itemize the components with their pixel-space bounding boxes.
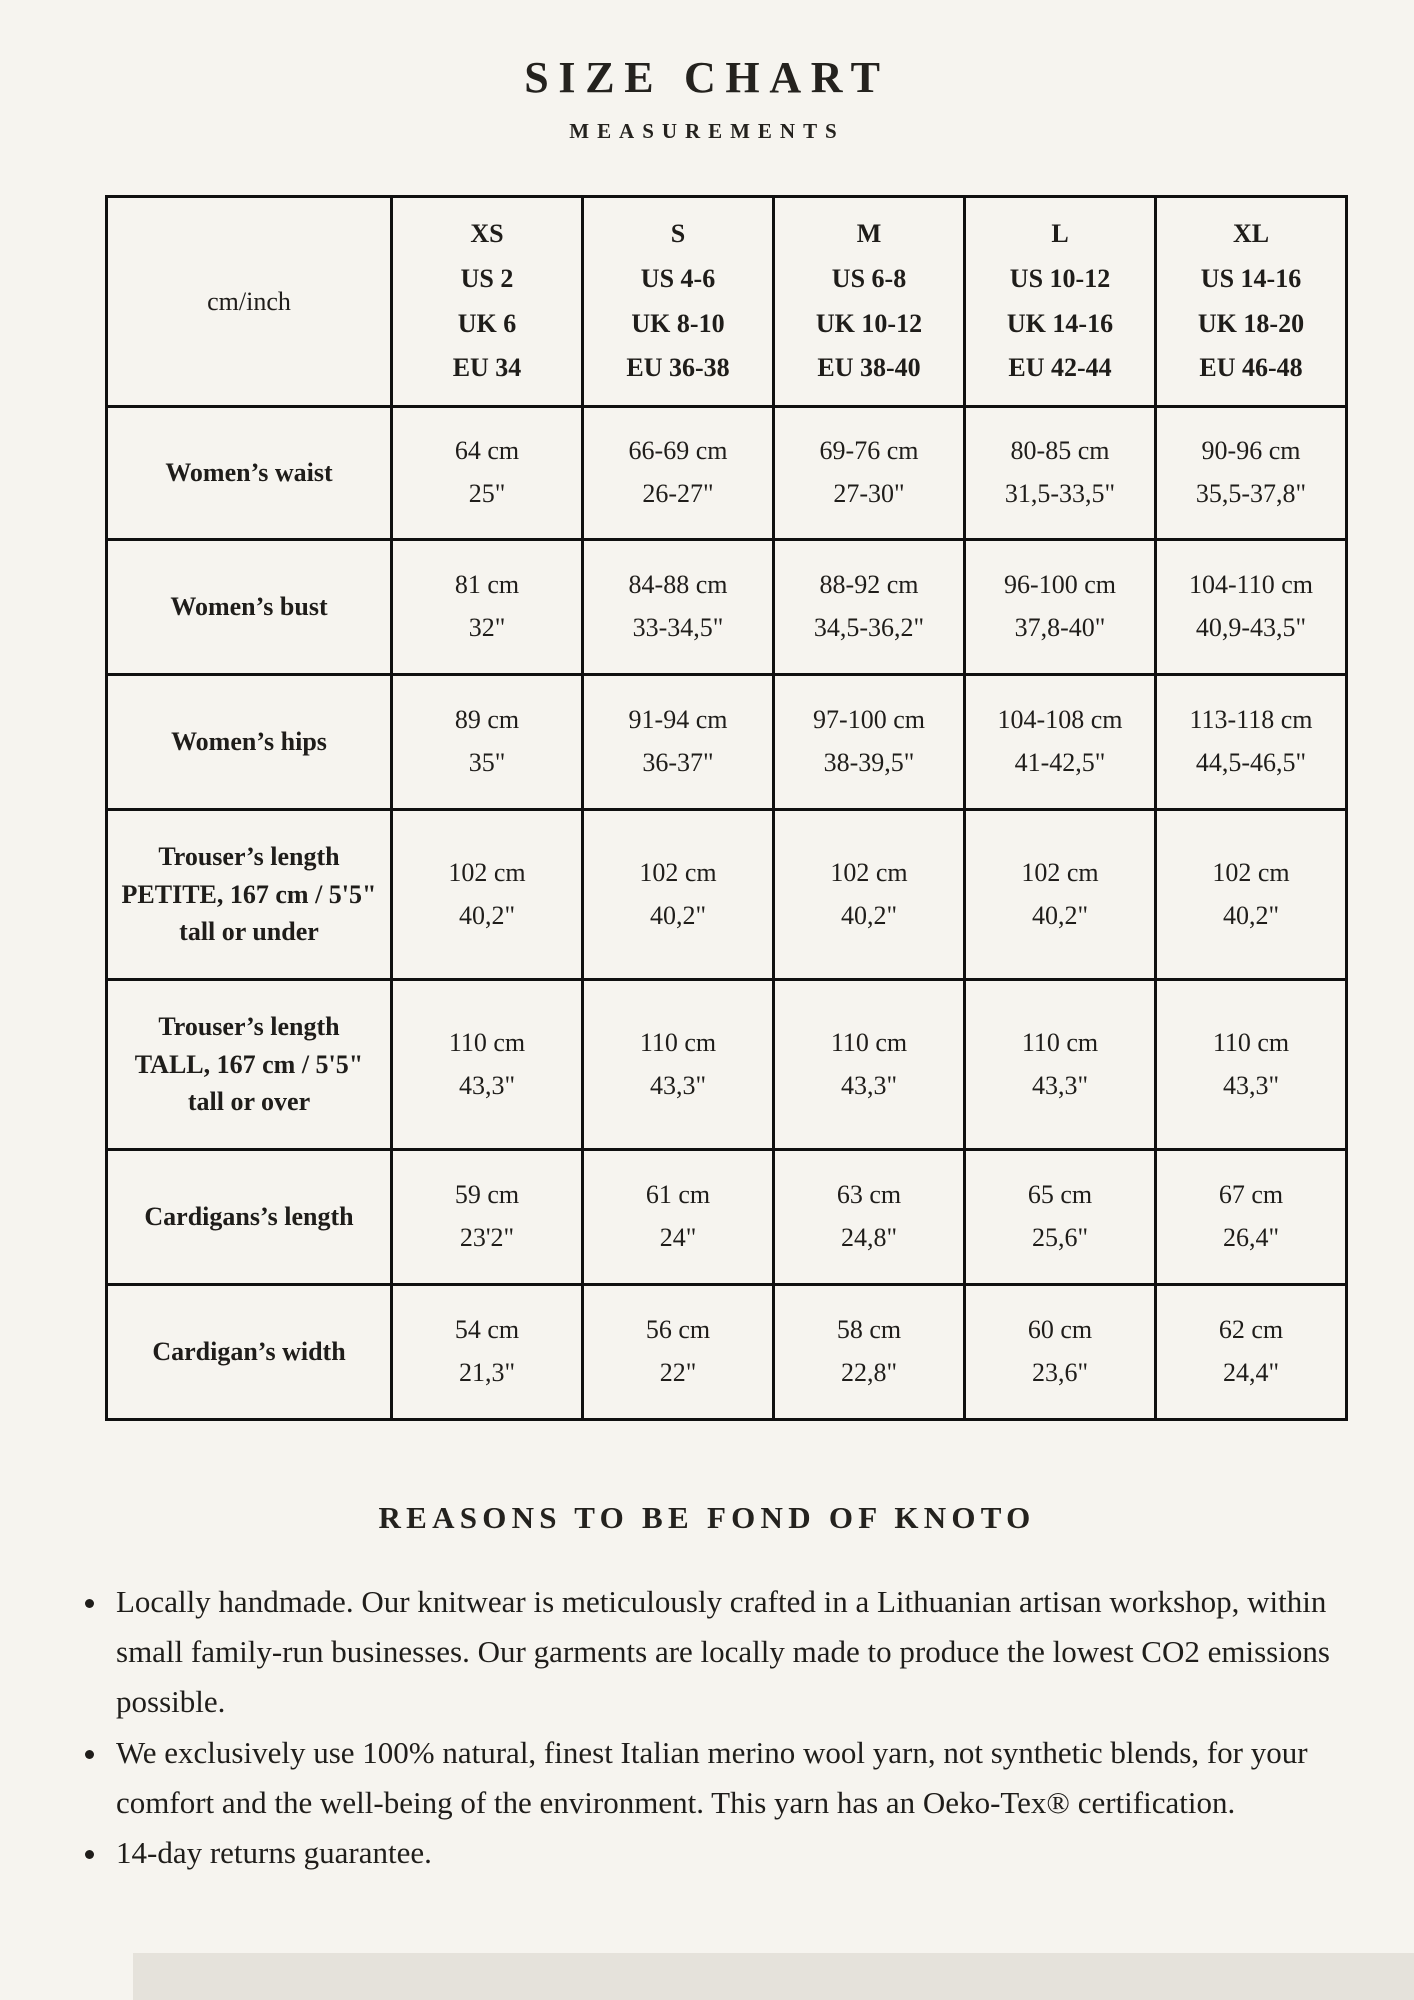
value-cm: 63 cm (836, 1180, 902, 1210)
value-inch: 36-37" (642, 748, 714, 777)
value-inch: 35" (468, 748, 506, 777)
measurement-cell (1156, 540, 1347, 675)
measurement-cell (392, 1150, 583, 1285)
value-inch: 35,5-37,8" (1195, 479, 1307, 508)
value-cm: 91-94 cm (628, 705, 728, 735)
value-cm: 96-100 cm (1004, 570, 1116, 600)
value-inch: 40,2" (458, 900, 516, 930)
value-inch: 23,6" (1031, 1358, 1089, 1387)
reasons-heading: REASONS TO BE FOND OF KNOTO (378, 1500, 1036, 1535)
reason-item: • We exclusively use 100% natural, finest Italian merino wool yarn, not synthetic blends, for your comfort and the well-being of the environment. This yarn has an Oeko-Tex® certification. (110, 1728, 1380, 1828)
measurement-cell (1156, 1150, 1347, 1285)
measurement-cell (583, 540, 774, 675)
value-inch: 24,4" (1222, 1358, 1280, 1387)
measurement-cell (965, 980, 1156, 1150)
measurement-cell (774, 675, 965, 810)
value-cm: 102 cm (1212, 857, 1290, 887)
size-header-line: US 6-8 (831, 263, 907, 293)
value-inch: 43,3" (840, 1070, 898, 1100)
size-column-header (1156, 197, 1347, 407)
value-cm: 110 cm (830, 1027, 908, 1057)
value-inch: 25" (468, 479, 506, 508)
size-header-line: UK 8-10 (631, 308, 725, 338)
size-header-line: L (1051, 219, 1069, 249)
value-cm: 81 cm (454, 570, 520, 600)
value-inch: 32" (468, 613, 506, 642)
table-row (107, 980, 1347, 1150)
size-column-header (583, 197, 774, 407)
header-row (107, 197, 1347, 407)
value-inch: 22" (659, 1358, 697, 1387)
value-cm: 104-110 cm (1189, 570, 1313, 600)
size-header-line: US 4-6 (640, 263, 716, 293)
size-header-line: EU 36-38 (626, 353, 730, 383)
value-inch: 43,3" (458, 1070, 516, 1100)
measurement-cell (392, 407, 583, 540)
value-cm: 64 cm (454, 436, 520, 466)
size-header-line: M (856, 219, 882, 249)
size-header-line: XL (1232, 219, 1270, 249)
value-cm: 58 cm (836, 1315, 902, 1345)
value-inch: 24" (659, 1223, 697, 1252)
size-column-header (392, 197, 583, 407)
value-cm: 110 cm (1021, 1027, 1099, 1057)
measurement-cell (583, 810, 774, 980)
size-column-header (774, 197, 965, 407)
value-inch: 26-27" (642, 479, 714, 508)
reasons-list (76, 1577, 1380, 1878)
measurement-cell (774, 540, 965, 675)
measurement-cell (774, 980, 965, 1150)
value-inch: 26,4" (1222, 1223, 1280, 1252)
value-cm: 102 cm (830, 857, 908, 887)
value-cm: 66-69 cm (628, 436, 728, 466)
measurement-cell (583, 980, 774, 1150)
value-inch: 40,2" (1222, 900, 1280, 930)
measurement-cell (774, 1285, 965, 1420)
value-cm: 84-88 cm (628, 570, 728, 600)
row-label: Cardigans’s length (107, 1150, 392, 1285)
measurement-cell (1156, 407, 1347, 540)
row-label: Women’s bust (107, 540, 392, 675)
size-header-line: EU 46-48 (1199, 353, 1303, 383)
measurement-cell (774, 810, 965, 980)
value-inch: 38-39,5" (823, 748, 915, 777)
value-inch: 23'2" (459, 1223, 515, 1252)
value-cm: 59 cm (454, 1180, 520, 1210)
value-inch: 21,3" (458, 1358, 516, 1387)
value-cm: 110 cm (448, 1027, 526, 1057)
value-cm: 56 cm (645, 1315, 711, 1345)
page-title: SIZE CHART (524, 53, 890, 102)
value-cm: 110 cm (1212, 1027, 1290, 1057)
measurement-cell (1156, 675, 1347, 810)
size-header-line: US 10-12 (1009, 263, 1111, 293)
page-subtitle: MEASUREMENTS (569, 119, 845, 143)
size-header-line: EU 34 (452, 353, 522, 383)
value-inch: 22,8" (840, 1358, 898, 1387)
value-cm: 102 cm (639, 857, 717, 887)
measurement-cell (392, 1285, 583, 1420)
row-label: Trouser’s length PETITE, 167 cm / 5'5" tall or under (107, 810, 392, 980)
measurement-cell (965, 540, 1156, 675)
measurement-cell (583, 675, 774, 810)
measurement-cell (392, 675, 583, 810)
value-inch: 43,3" (649, 1070, 707, 1100)
value-inch: 25,6" (1031, 1223, 1089, 1252)
table-row (107, 1150, 1347, 1285)
table-row (107, 810, 1347, 980)
value-inch: 31,5-33,5" (1004, 479, 1116, 508)
value-cm: 97-100 cm (813, 705, 925, 735)
size-header-line: UK 18-20 (1197, 308, 1305, 338)
value-cm: 80-85 cm (1010, 436, 1110, 466)
value-inch: 40,2" (649, 900, 707, 930)
value-cm: 61 cm (645, 1180, 711, 1210)
value-cm: 102 cm (448, 857, 526, 887)
value-inch: 37,8-40" (1014, 613, 1106, 642)
measurement-cell (1156, 810, 1347, 980)
size-header-line: S (670, 219, 686, 249)
bottom-band (133, 1953, 1414, 2000)
value-inch: 44,5-46,5" (1195, 748, 1307, 777)
value-cm: 90-96 cm (1201, 436, 1301, 466)
measurement-cell (774, 407, 965, 540)
value-inch: 40,9-43,5" (1195, 613, 1307, 642)
table-row (107, 1285, 1347, 1420)
value-inch: 43,3" (1031, 1070, 1089, 1100)
value-cm: 54 cm (454, 1315, 520, 1345)
value-cm: 60 cm (1027, 1315, 1093, 1345)
row-label: Trouser’s length TALL, 167 cm / 5'5" tall or over (107, 980, 392, 1150)
value-cm: 89 cm (454, 705, 520, 735)
measurement-cell (965, 810, 1156, 980)
value-inch: 43,3" (1222, 1070, 1280, 1100)
reason-item: • 14-day returns guarantee. (110, 1828, 1380, 1878)
value-inch: 34,5-36,2" (813, 613, 925, 642)
value-inch: 40,2" (840, 900, 898, 930)
table-row (107, 407, 1347, 540)
measurement-cell (965, 1150, 1156, 1285)
table-row (107, 540, 1347, 675)
value-cm: 65 cm (1027, 1180, 1093, 1210)
value-cm: 62 cm (1218, 1315, 1284, 1345)
value-inch: 33-34,5" (632, 613, 724, 642)
size-header-line: EU 42-44 (1008, 353, 1112, 383)
measurement-cell (583, 407, 774, 540)
size-column-header (965, 197, 1156, 407)
value-cm: 67 cm (1218, 1180, 1284, 1210)
row-label: Cardigan’s width (107, 1285, 392, 1420)
size-header-line: US 2 (460, 263, 514, 293)
table-row (107, 675, 1347, 810)
value-inch: 27-30" (833, 479, 905, 508)
size-header-line: UK 14-16 (1006, 308, 1114, 338)
row-label: Women’s waist (107, 407, 392, 540)
measurement-cell (965, 407, 1156, 540)
measurement-cell (965, 675, 1156, 810)
value-inch: 41-42,5" (1014, 748, 1106, 777)
measurement-cell (1156, 1285, 1347, 1420)
reason-item: • Locally handmade. Our knitwear is meticulously crafted in a Lithuanian artisan workshop, within small family-run businesses. Our garments are locally made to produce the lowest CO2 emissions possible. (110, 1577, 1380, 1728)
value-inch: 40,2" (1031, 900, 1089, 930)
value-cm: 113-118 cm (1189, 705, 1313, 735)
measurement-cell (392, 980, 583, 1150)
size-header-line: US 14-16 (1200, 263, 1302, 293)
units-corner-cell: cm/inch (107, 197, 392, 407)
size-header-line: UK 10-12 (815, 308, 923, 338)
measurement-cell (392, 540, 583, 675)
size-header-line: XS (470, 219, 504, 249)
measurement-cell (392, 810, 583, 980)
measurement-cell (774, 1150, 965, 1285)
measurement-cell (1156, 980, 1347, 1150)
value-cm: 88-92 cm (819, 570, 919, 600)
measurement-cell (965, 1285, 1156, 1420)
measurement-cell (583, 1285, 774, 1420)
size-header-line: UK 6 (457, 308, 517, 338)
value-inch: 24,8" (840, 1223, 898, 1252)
value-cm: 104-108 cm (997, 705, 1123, 735)
row-label: Women’s hips (107, 675, 392, 810)
measurement-cell (583, 1150, 774, 1285)
size-header-line: EU 38-40 (817, 353, 921, 383)
size-chart-table (105, 195, 1348, 1421)
value-cm: 102 cm (1021, 857, 1099, 887)
value-cm: 110 cm (639, 1027, 717, 1057)
value-cm: 69-76 cm (819, 436, 919, 466)
